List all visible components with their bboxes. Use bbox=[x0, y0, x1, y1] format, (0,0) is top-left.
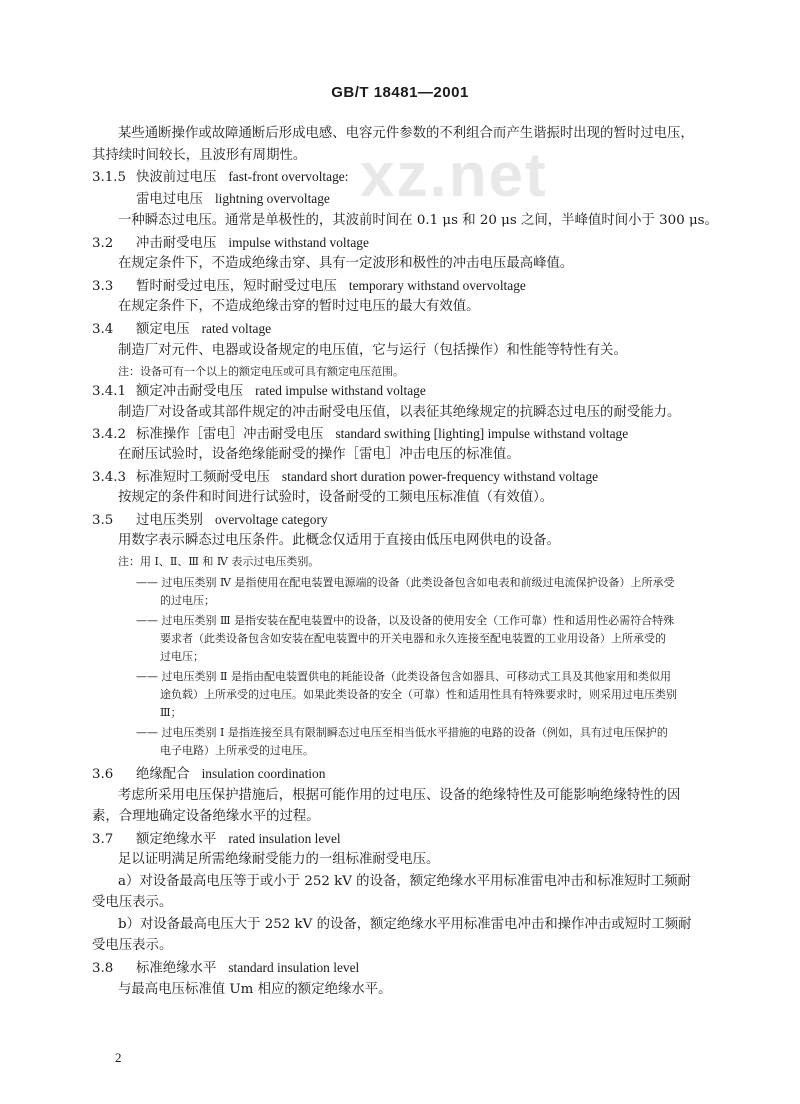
text-line: 在规定条件下，不造成绝缘击穿的暂时过电压的最大有效值。 bbox=[118, 299, 480, 314]
note-line: 的过电压； bbox=[160, 594, 215, 607]
note-line: 要求者（此类设备包含如安装在配电装置中的开关电器和永久连接至配电装置的工业用设备）上所承受的 bbox=[160, 632, 666, 645]
list-item: b）对设备最高电压大于 252 kV 的设备，额定绝缘水平用标准雷电冲击和操作冲击或短时工频耐 bbox=[118, 917, 692, 932]
clause-heading: 3.4.2 标准操作［雷电］冲击耐受电压 standard swithing [lighting] impulse withstand voltage bbox=[92, 426, 629, 442]
note-line: —— 过电压类别 Ⅱ 是指由配电装置供电的耗能设备（此类设备包含如器具、可移动式工具及其他家用和类似用 bbox=[136, 670, 671, 683]
clause-heading: 3.2 冲击耐受电压 impulse withstand voltage bbox=[92, 235, 369, 251]
clause-heading: 3.3 暂时耐受过电压，短时耐受过电压 temporary withstand overvoltage bbox=[92, 278, 526, 294]
text-line: 在规定条件下，不造成绝缘击穿、具有一定波形和极性的冲击电压最高峰值。 bbox=[118, 256, 574, 271]
text-line: 某些通断操作或故障通断后形成电感、电容元件参数的不利组合而产生谐振时出现的暂时过电压， bbox=[118, 126, 694, 141]
clause-heading: 3.5 过电压类别 overvoltage category bbox=[92, 512, 328, 528]
watermark: xz.net bbox=[360, 141, 548, 210]
clause-heading: 3.7 额定绝缘水平 rated insulation level bbox=[92, 831, 341, 847]
page-number: 2 bbox=[115, 1050, 122, 1065]
list-item: a）对设备最高电压等于或小于 252 kV 的设备，额定绝缘水平用标准雷电冲击和标准短时工频耐 bbox=[118, 874, 691, 889]
clause-heading: 3.8 标准绝缘水平 standard insulation level bbox=[92, 960, 360, 976]
note-line: 电子电路）上所承受的过电压。 bbox=[160, 744, 314, 757]
clause-heading: 3.6 绝缘配合 insulation coordination bbox=[92, 766, 326, 782]
text-line: 制造厂对元件、电器或设备规定的电压值，它与运行（包括操作）和性能等特性有关。 bbox=[118, 343, 627, 358]
text-line: 一种瞬态过电压。通常是单极性的，其波前时间在 0.1 μs 和 20 μs 之间，半峰值时间小于 300 μs。 bbox=[118, 213, 718, 228]
clause-heading: 雷电过电压 lightning overvoltage bbox=[136, 191, 330, 207]
text-line: 素，合理地确定设备绝缘水平的过程。 bbox=[92, 809, 320, 824]
text-line: 在耐压试验时，设备绝缘能耐受的操作［雷电］冲击电压的标准值。 bbox=[118, 447, 520, 462]
clause-heading: 3.1.5 快波前过电压 fast-front overvoltage: bbox=[92, 169, 349, 185]
note-line: —— 过电压类别 Ⅲ 是指安装在配电装置中的设备，以及设备的使用安全（工作可靠）性和适用性必需符合特殊 bbox=[136, 614, 675, 627]
text-line: 足以证明满足所需绝缘耐受能力的一组标准耐受电压。 bbox=[118, 852, 440, 867]
note-line: —— 过电压类别 Ⅰ 是指连接至具有限制瞬态过电压至相当低水平措施的电路的设备（例如，具有过电压保护的 bbox=[136, 726, 668, 739]
text-line: 按规定的条件和时间进行试验时，设备耐受的工频电压标准值（有效值）。 bbox=[118, 490, 554, 505]
text-line: 其持续时间较长，且波形有周期性。 bbox=[92, 148, 307, 163]
note-line: 途负载）上所承受的过电压。如果此类设备的安全（可靠）性和适用性具有特殊要求时，则采用过电压类别 bbox=[160, 688, 677, 701]
text-line: 用数字表示瞬态过电压条件。此概念仅适用于直接由低压电网供电的设备。 bbox=[118, 533, 560, 548]
note-line: 注：用 Ⅰ、Ⅱ、Ⅲ 和 Ⅳ 表示过电压类别。 bbox=[118, 555, 320, 568]
clause-heading: 3.4.3 标准短时工频耐受电压 standard short duration power-frequency withstand voltage bbox=[92, 469, 599, 485]
clause-heading: 3.4 额定电压 rated voltage bbox=[92, 321, 272, 337]
text-line: 考虑所采用电压保护措施后，根据可能作用的过电压、设备的绝缘特性及可能影响绝缘特性的因 bbox=[118, 788, 681, 803]
text-line: 制造厂对设备或其部件规定的冲击耐受电压值，以表征其绝缘规定的抗瞬态过电压的耐受能力。 bbox=[118, 405, 681, 420]
text-line: 受电压表示。 bbox=[92, 938, 173, 953]
clause-heading: 3.4.1 额定冲击耐受电压 rated impulse withstand voltage bbox=[92, 383, 426, 399]
note-line: 注：设备可有一个以上的额定电压或可具有额定电压范围。 bbox=[118, 365, 404, 378]
note-line: —— 过电压类别 Ⅳ 是指使用在配电装置电源端的设备（此类设备包含如电表和前级过电流保护设备）上所承受 bbox=[136, 576, 675, 589]
text-line: 受电压表示。 bbox=[92, 895, 173, 910]
note-line: Ⅲ； bbox=[160, 706, 182, 719]
note-line: 过电压； bbox=[160, 650, 204, 663]
standard-code-header: GB/T 18481—2001 bbox=[331, 84, 469, 101]
text-line: 与最高电压标准值 Um 相应的额定绝缘水平。 bbox=[118, 982, 392, 997]
